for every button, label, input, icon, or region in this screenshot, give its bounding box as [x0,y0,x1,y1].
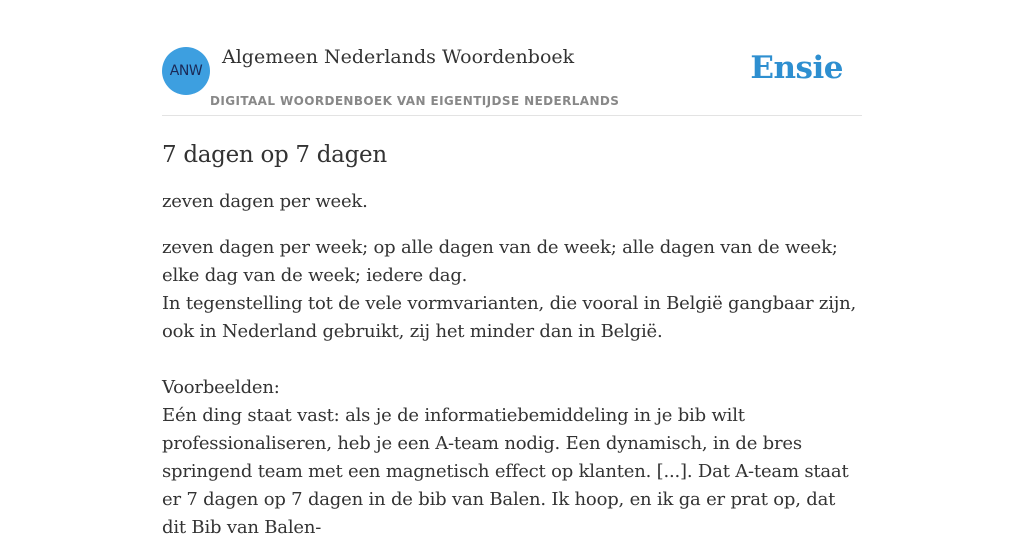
ensie-brand-link[interactable]: Ensie [750,50,843,86]
spacer [162,346,862,374]
site-header [162,0,862,116]
page-container [162,0,862,542]
examples-label: Voorbeelden: [162,377,280,398]
site-title[interactable]: Algemeen Nederlands Woordenboek [222,46,575,68]
entry-note: In tegenstelling tot de vele vormvarianten, die vooral in België gangbaar zijn, ook in Nederland gebruikt, zij het minder dan in België. [162,293,857,342]
short-definition: zeven dagen per week. [162,191,368,212]
site-subtitle: DIGITAAL WOORDENBOEK VAN EIGENTIJDSE NEDERLANDS [210,94,620,108]
anw-logo[interactable]: ANW [162,47,210,95]
entry-description: zeven dagen per week; op alle dagen van de week; alle dagen van de week; elke dag van de week; iedere dag. [162,237,838,286]
example-text: Eén ding staat vast: als je de informatiebemiddeling in je bib wilt professionaliseren, heb je een A-team nodig. Een dynamisch, in de bres springend team met een magnetisch effect op klanten. [...]. Dat A-team staat er 7 dagen op 7 dagen in de bib van Balen. Ik hoop, en ik ga er prat op, dat dit Bib van Balen- [162,405,849,538]
entry-body [162,234,862,542]
entry-title: 7 dagen op 7 dagen [162,142,387,168]
